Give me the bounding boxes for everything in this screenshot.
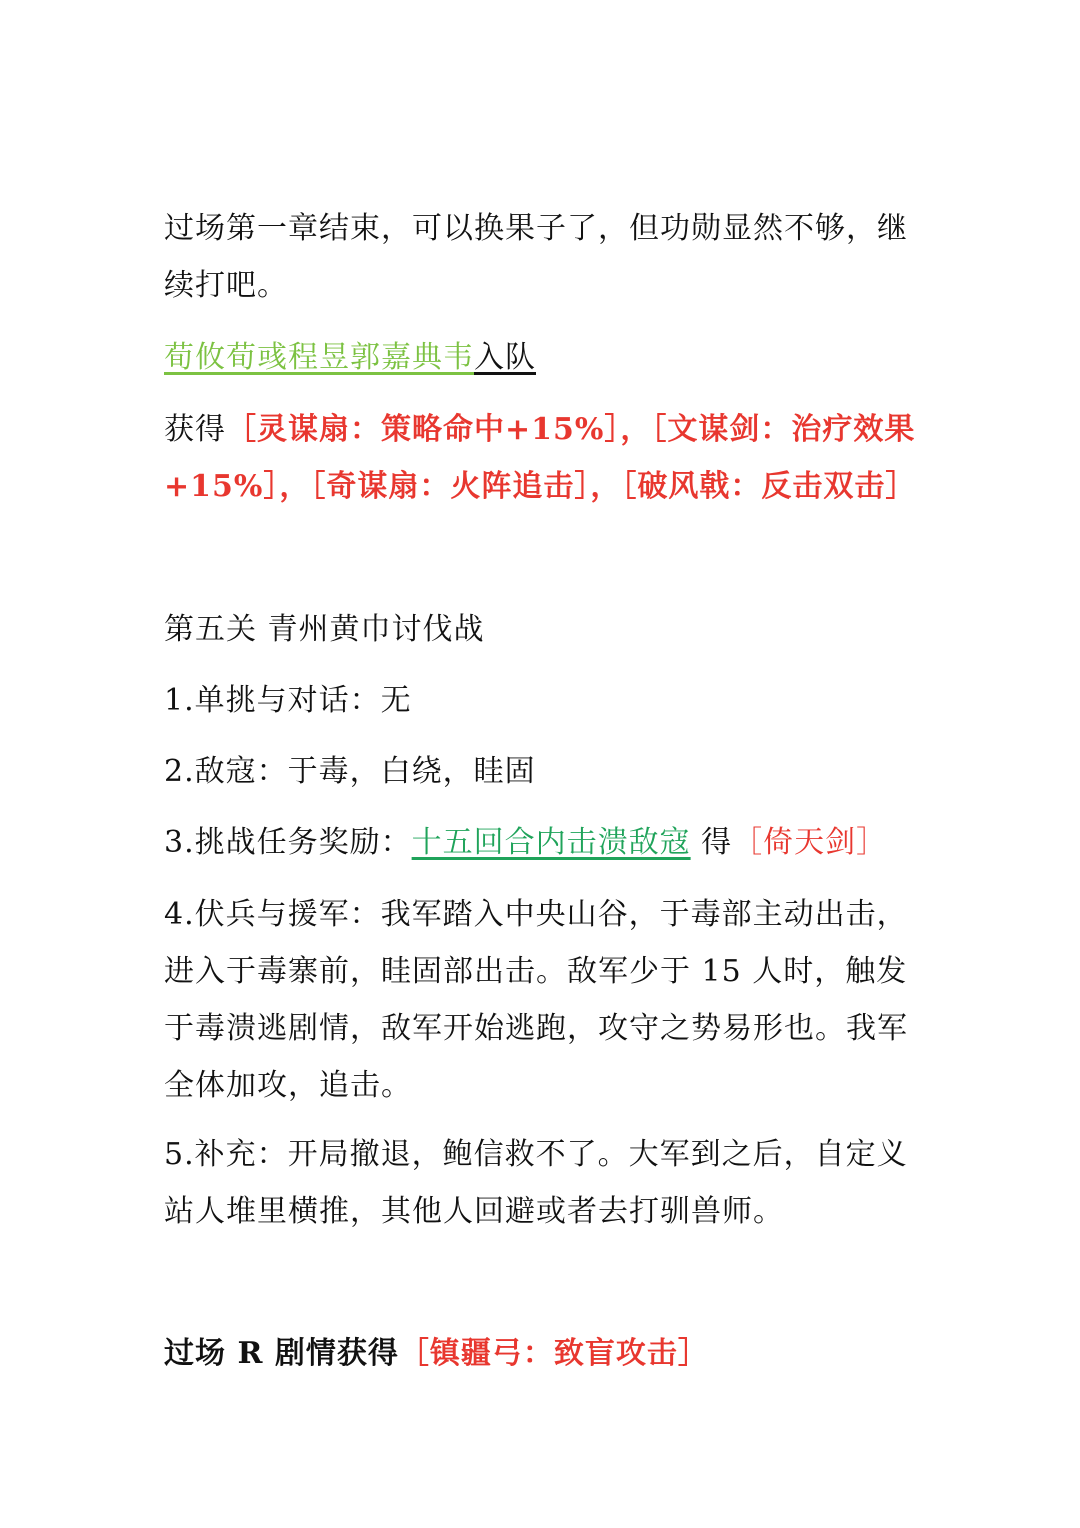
rewards-items: ［灵谋扇：策略命中+15%］，［文谋剑：治疗效果+15%］，［奇谋扇：火阵追击］，［破风戟：反击双击］ (164, 412, 917, 504)
rewards-prefix: 获得 (164, 412, 226, 447)
stage-item-3 (164, 814, 924, 871)
stage-item-5 (164, 1126, 924, 1240)
challenge-reward: ［倚天剑］ (732, 825, 888, 860)
document-body (164, 0, 924, 1528)
intro-text: 过场第一章结束，可以换果子了，但功勋显然不够，继续打吧。 (164, 211, 908, 303)
stage-title (164, 601, 924, 658)
cutscene-paragraph (164, 1325, 924, 1382)
rewards-paragraph (164, 401, 924, 515)
stage-title-text: 第五关 青州黄巾讨伐战 (164, 612, 485, 647)
stage-item-4 (164, 886, 924, 1114)
stage-item-2 (164, 743, 924, 800)
stage-item-5-text: 5.补充：开局撤退，鲍信救不了。大军到之后，自定义站人堆里横推，其他人回避或者去打驯兽师。 (164, 1137, 908, 1229)
stage-item-1-text: 1.单挑与对话：无 (164, 683, 412, 718)
intro-paragraph (164, 200, 924, 314)
cutscene-prefix: 过场 R 剧情获得 (164, 1336, 399, 1371)
cutscene-reward: ［镇疆弓：致盲攻击］ (398, 1336, 709, 1371)
stage-item-1 (164, 672, 924, 729)
stage-item-2-text: 2.敌寇：于毒，白绕，眭固 (164, 754, 536, 789)
join-paragraph (164, 329, 924, 386)
challenge-task: 十五回合内击溃敌寇 (411, 825, 691, 860)
stage-item-3-prefix: 3.挑战任务奖励： (164, 825, 412, 860)
stage-item-3-mid: 得 (690, 825, 733, 860)
stage-item-4-text: 4.伏兵与援军：我军踏入中央山谷，于毒部主动出击，进入于毒寨前，眭固部出击。敌军少于 15 人时，触发于毒溃逃剧情，敌军开始逃跑，攻守之势易形也。我军全体加攻，追击。 (164, 897, 908, 1103)
joined-heroes: 荀攸荀彧程昱郭嘉典韦 (164, 340, 474, 375)
join-suffix: 入队 (474, 340, 536, 375)
